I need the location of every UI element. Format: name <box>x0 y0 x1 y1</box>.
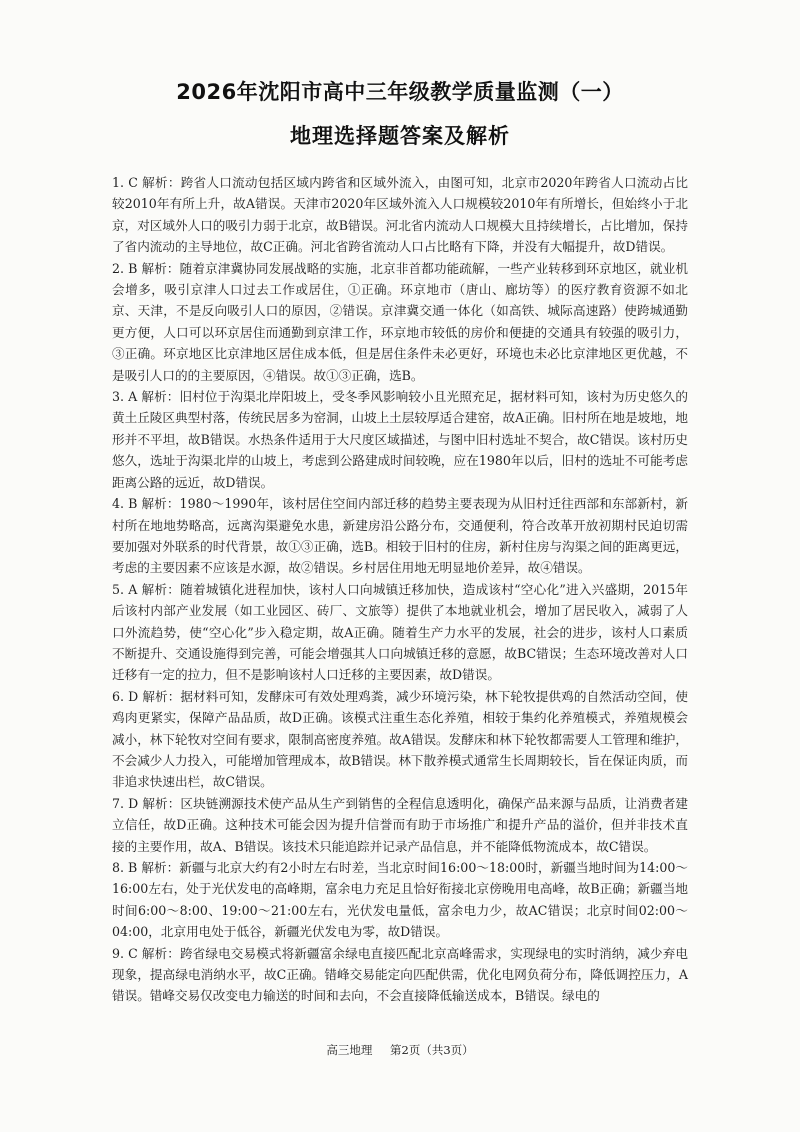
answer-5: 5. A 解析：随着城镇化进程加快，该村人口向城镇迁移加快，造成该村“空心化”进入兴盛期，2015年后该村内部产业发展（如工业园区、砖厂、文旅等）提供了本地就业机会，增加了居民收入，减弱了人口外流趋势，使“空心化”步入稳定期，故A正确。随着生产力水平的发展，社会的进步，该村人口素质不断提升、交通设施得到完善，可能会增强其人口向城镇迁移的意愿，故BC错误；生态环境改善对人口迁移有一定的拉力，但不是影响该村人口迁移的主要因素，故D错误。 <box>112 581 688 683</box>
page-title: 2026年沈阳市高中三年级教学质量监测（一） <box>176 80 624 104</box>
answer-7: 7. D 解析：区块链溯源技术使产品从生产到销售的全程信息透明化，确保产品来源与品质，让消费者建立信任，故D正确。这种技术可能会因为提升信誉而有助于市场推广和提升产品的溢价，但并非技术直接的主要作用，故A、B错误。该技术只能追踪并记录产品信息，并不能降低物流成本，故C错误。 <box>112 795 688 854</box>
answer-4: 4. B 解析：1980～1990年，该村居住空间内部迁移的趋势主要表现为从旧村迁往西部和东部新村，新村所在地地势略高，远离沟渠避免水患，新建房沿公路分布，交通便利，符合改革开放初期村民迫切需要加强对外联系的时代背景，故①③正确，选B。相较于旧村的住房，新村住房与沟渠之间的距离更远，考虑的主要因素不应该是水源，故②错误。乡村居住用地无明显地价差异，故④错误。 <box>112 496 688 576</box>
page-subtitle: 地理选择题答案及解析 <box>290 124 510 148</box>
page-footer <box>0 1042 800 1058</box>
footer-page-number: 第2页（共3页） <box>390 1043 474 1057</box>
answer-3: 3. A 解析：旧村位于沟渠北岸阳坡上，受冬季风影响较小且光照充足，据材料可知，该村为历史悠久的黄土丘陵区典型村落，传统民居多为窑洞，山坡上土层较厚适合建窑，故A正确。旧村所在地是坡地，地形并不平坦，故B错误。水热条件适用于大尺度区域描述，与图中旧村选址不契合，故C错误。该村历史悠久，选址于沟渠北岸的山坡上，考虑到公路建成时间较晚，应在1980年以后，旧村的选址不可能考虑距离公路的远近，故D错误。 <box>112 389 688 490</box>
answer-2: 2. B 解析：随着京津冀协同发展战略的实施，北京非首都功能疏解，一些产业转移到环京地区，就业机会增多，吸引京津人口过去工作或居住，①正确。环京地市（唐山、廊坊等）的医疗教育资源不如北京、天津，不是反向吸引人口的原因，②错误。京津冀交通一体化（如高铁、城际高速路）使跨城通勤更方便，人口可以环京居住而通勤到京津工作，环京地市较低的房价和便捷的交通具有较强的吸引力，③正确。环京地区比京津地区居住成本低，但是居住条件未必更好，环境也未必比京津地区更优越，不是吸引人口的的主要原因，④错误。故①③正确，选B。 <box>112 260 688 383</box>
footer-subject: 高三地理 <box>326 1043 373 1057</box>
answer-9: 9. C 解析：跨省绿电交易模式将新疆富余绿电直接匹配北京高峰需求，实现绿电的实时消纳，减少弃电现象，提高绿电消纳水平，故C正确。错峰交易能定向匹配供需，优化电网负荷分布，降低调控压力，A错误。错峰交易仅改变电力输送的时间和去向，不会直接降低输送成本，B错误。绿电的 <box>112 945 688 1004</box>
answer-1: 1. C 解析：跨省人口流动包括区域内跨省和区域外流入，由图可知，北京市2020年跨省人口流动占比较2010年有所上升，故A错误。天津市2020年区域外流入人口规模较2010年有所增长，但始终小于北京，对区域外人口的吸引力弱于北京，故B错误。河北省内流动人口规模大且持续增长，占比增加，保持了省内流动的主导地位，故C正确。河北省跨省流动人口占比略有下降，并没有大幅提升，故D错误。 <box>112 175 688 255</box>
answer-8: 8. B 解析：新疆与北京大约有2小时左右时差，当北京时间16:00～18:00时，新疆当地时间为14:00～16:00左右，处于光伏发电的高峰期，富余电力充足且恰好衔接北京傍晚用电高峰，故B正确；新疆当地时间6:00～8:00、19:00～21:00左右，光伏发电量低，富余电力少，故AC错误；北京时间02:00～04:00，北京用电处于低谷，新疆光伏发电为零，故D错误。 <box>112 860 688 940</box>
answer-list <box>112 172 688 1007</box>
answer-6: 6. D 解析：据材料可知，发酵床可有效处理鸡粪，减少环境污染，林下轮牧提供鸡的自然活动空间，使鸡肉更紧实，保障产品品质，故D正确。该模式注重生态化养殖，相较于集约化养殖模式，养殖规模会减小，林下轮牧对空间有要求，限制高密度养殖。故A错误。发酵床和林下轮牧都需要人工管理和维护，不会减少人力投入，可能增加管理成本，故B错误。林下散养模式通常生长周期较长，旨在保证肉质，而非追求快速出栏，故C错误。 <box>112 688 688 790</box>
